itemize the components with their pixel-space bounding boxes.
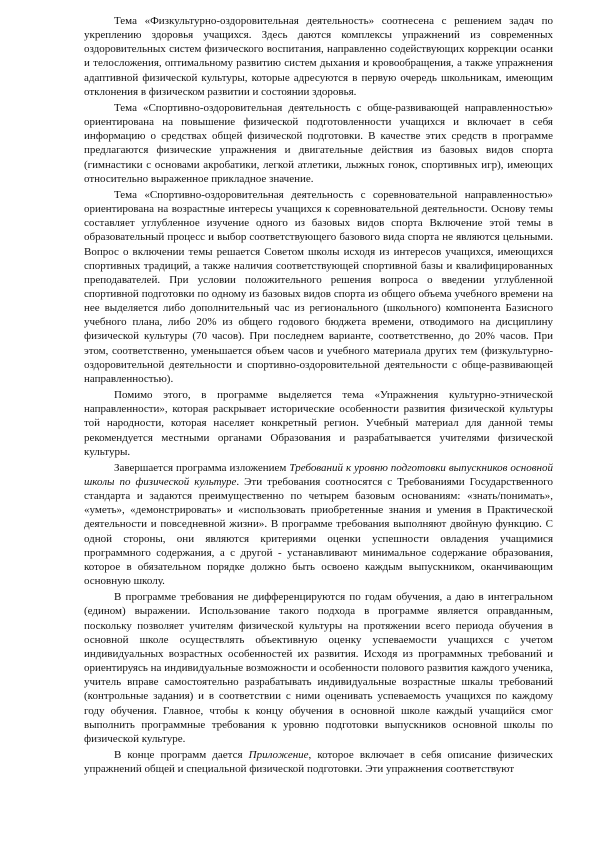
paragraph-integral-requirements: В программе требования не дифференцируются по годам обучения, а даю в интегральном (едином) выражении. Использование такого подхода в программе является оправданным, поскольку позволяет учителям физической культуры на протяжении всего периода обучения в основной школе осуществлять объективную оценку успеваемости учащихся с учетом индивидуальных возрастных особенностей их развития. Исходя из программных требований и ориентируясь на индивидуальные возможности и особенности полового развития каждого ученика, учитель вправе самостоятельно разрабатывать индивидуальные возрастные шкалы требований (контрольные задания) и в соответствии с ними оценивать успеваемость учащихся по каждому году обучения. Главное, чтобы к концу обучения в основной школе каждый учащийся смог выполнить программные требования к уровню подготовки выпускников основной школы по физической культуре.	[84, 591, 553, 745]
paragraph-competitive-direction: Тема «Спортивно-оздоровительная деятельность с соревновательной направленностью» ориентирована на возрастные интересы учащихся к соревновательной деятельности. Основу темы составляет углубленное изучение одного из базовых видов спорта Включение этой темы в образовательный процесс и выбор соответствующего базового вида спорта не являются цельными. Вопрос о включении темы решается Советом школы исходя из интересов учащихся, имеющихся спортивных традиций, а также наличия соответствующей спортивной базы и квалифицированных преподавателей. При условии положительного решения вопроса о введении углубленной спортивной подготовки по одному из базовых видов спорта из общего объема учебного времени на нее выделяется либо дополнительный час из регионального (школьного) компонента Базисного учебного плана, либо 20% из общего годового бюджета времени, отводимого на дисциплину физической культуры (70 часов). При последнем варианте, соответственно, до 20% часов. При этом, соответственно, уменьшается объем часов и учебного материала других тем (физкультурно-оздоровительной деятельности и спортивно-оздоровительной деятельности с обще-развивающей направленностью).	[84, 188, 553, 385]
text-segment: , которое включает в себя описание физических упражнений общей и специальной физической подготовки. Эти упражнения соответствуют	[84, 748, 553, 776]
paragraph-appendix	[84, 748, 553, 776]
text-segment: Завершается программа изложением	[114, 461, 290, 474]
paragraph-general-development: Тема «Спортивно-оздоровительная деятельность с обще-развивающей направленностью» ориентирована на повышение физической подготовленности учащихся и включает в себя информацию о средствах общей физической подготовки. В качестве этих средств в программе предлагаются физические упражнения и двигательные действия из базовых видов спорта (гимнастики с основами акробатики, легкой атлетики, лыжных гонок, спортивных игр), имеющих относительно выраженное прикладное значение.	[84, 101, 553, 185]
paragraph-graduate-requirements	[84, 461, 553, 588]
document-page	[84, 14, 553, 776]
italic-appendix: Приложение	[248, 748, 309, 761]
text-segment: В конце программ дается	[114, 748, 249, 761]
paragraph-health-activity: Тема «Физкультурно-оздоровительная деятельность» соотнесена с решением задач по укреплению здоровья учащихся. Здесь даются комплексы упражнений из современных оздоровительных систем физического воспитания, направленно содействующих коррекции осанки и телосложения, оптимальному развитию систем дыхания и кровообращения, а также упражнения адаптивной физической культуры, которые адресуются в первую очередь школьникам, имеющим отклонения в физическом развитии и состоянии здоровья.	[84, 15, 553, 98]
paragraph-ethnic-culture: Помимо этого, в программе выделяется тема «Упражнения культурно-этнической направленности», которая раскрывает исторические особенности развития физической культуры той народности, которая населяет конкретный регион. Учебный материал для данной темы рекомендуется местными органами Образования и разрабатывается учителями физической культуры.	[84, 389, 553, 458]
text-segment: . Эти требования соотносятся с Требованиями Государственного стандарта и задаются преимущественно по четырем базовым основаниям: «знать/понимать», «уметь», «демонстрировать» и «использовать приобретенные знания и умения в Практической деятельности и повседневной жизни». В программе требования выполняют двойную функцию. С одной стороны, они являются критериями оценки успешности овладения учащимися программного содержания, а с другой - устанавливают минимальное содержание образования, которое в обязательном порядке должно быть освоено каждым выпускником, оканчивающим основную школу.	[84, 476, 553, 588]
italic-title: Требований к уровню подготовки выпускников основной школы по физической культуре	[84, 461, 553, 488]
